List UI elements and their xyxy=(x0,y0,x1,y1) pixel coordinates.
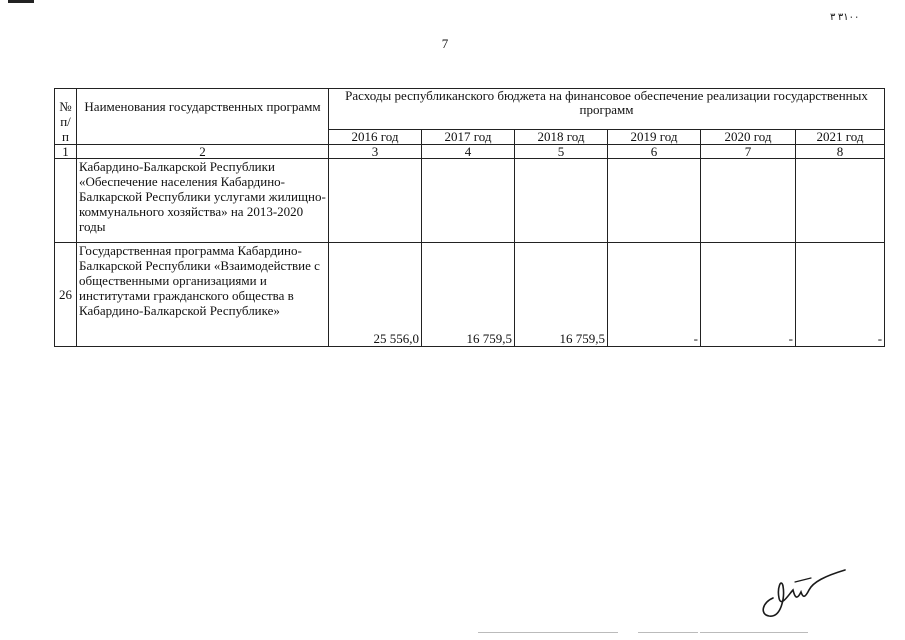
header-name-cell: Наименования государственных программ xyxy=(77,89,329,145)
column-index: 4 xyxy=(422,145,515,159)
column-index: 3 xyxy=(329,145,422,159)
value-cell-2019 xyxy=(608,159,701,243)
scan-artifact-mark xyxy=(8,0,34,3)
year-header-2016: 2016 год xyxy=(329,130,422,145)
header-num-cell: № п/п xyxy=(55,89,77,145)
page-number: 7 xyxy=(441,36,449,51)
corner-handwritten-mark: ٣١٠٠ ٣ xyxy=(830,12,860,23)
row-number-cell xyxy=(55,159,77,243)
program-name-cell: Государственная программа Кабардино-Балкарской Республики «Взаимодействие с общественными организациями и институтами гражданского общества в Кабардино-Балкарской Республике» xyxy=(77,243,329,347)
column-index: 5 xyxy=(515,145,608,159)
row-number-cell: 26 xyxy=(55,243,77,347)
column-index: 2 xyxy=(77,145,329,159)
value-cell-2020 xyxy=(701,159,796,243)
value-cell-2018 xyxy=(515,159,608,243)
header-budget-cell: Расходы республиканского бюджета на финансовое обеспечение реализации государственных программ xyxy=(329,89,885,130)
value-cell-2016 xyxy=(329,159,422,243)
value-cell-2017 xyxy=(422,159,515,243)
column-index: 8 xyxy=(796,145,885,159)
page-bottom-artifacts xyxy=(478,632,808,634)
program-name-cell: Кабардино-Балкарской Республики «Обеспечение населения Кабардино-Балкарской Республики услугами жилищно-коммунального хозяйства» на 2013-2020 годы xyxy=(77,159,329,243)
year-header-2018: 2018 год xyxy=(515,130,608,145)
year-header-2021: 2021 год xyxy=(796,130,885,145)
handwritten-signature xyxy=(755,568,847,620)
column-index-row xyxy=(55,145,885,159)
value-cell-2019: - xyxy=(608,243,701,347)
programs-expenditure-table xyxy=(54,88,885,347)
year-header-2019: 2019 год xyxy=(608,130,701,145)
year-header-2020: 2020 год xyxy=(701,130,796,145)
column-index: 7 xyxy=(701,145,796,159)
value-cell-2017: 16 759,5 xyxy=(422,243,515,347)
table-row xyxy=(55,159,885,243)
column-index: 1 xyxy=(55,145,77,159)
value-cell-2016: 25 556,0 xyxy=(329,243,422,347)
table-row xyxy=(55,243,885,347)
value-cell-2021: - xyxy=(796,243,885,347)
header-row xyxy=(55,89,885,130)
year-header-2017: 2017 год xyxy=(422,130,515,145)
value-cell-2021 xyxy=(796,159,885,243)
value-cell-2020: - xyxy=(701,243,796,347)
column-index: 6 xyxy=(608,145,701,159)
value-cell-2018: 16 759,5 xyxy=(515,243,608,347)
